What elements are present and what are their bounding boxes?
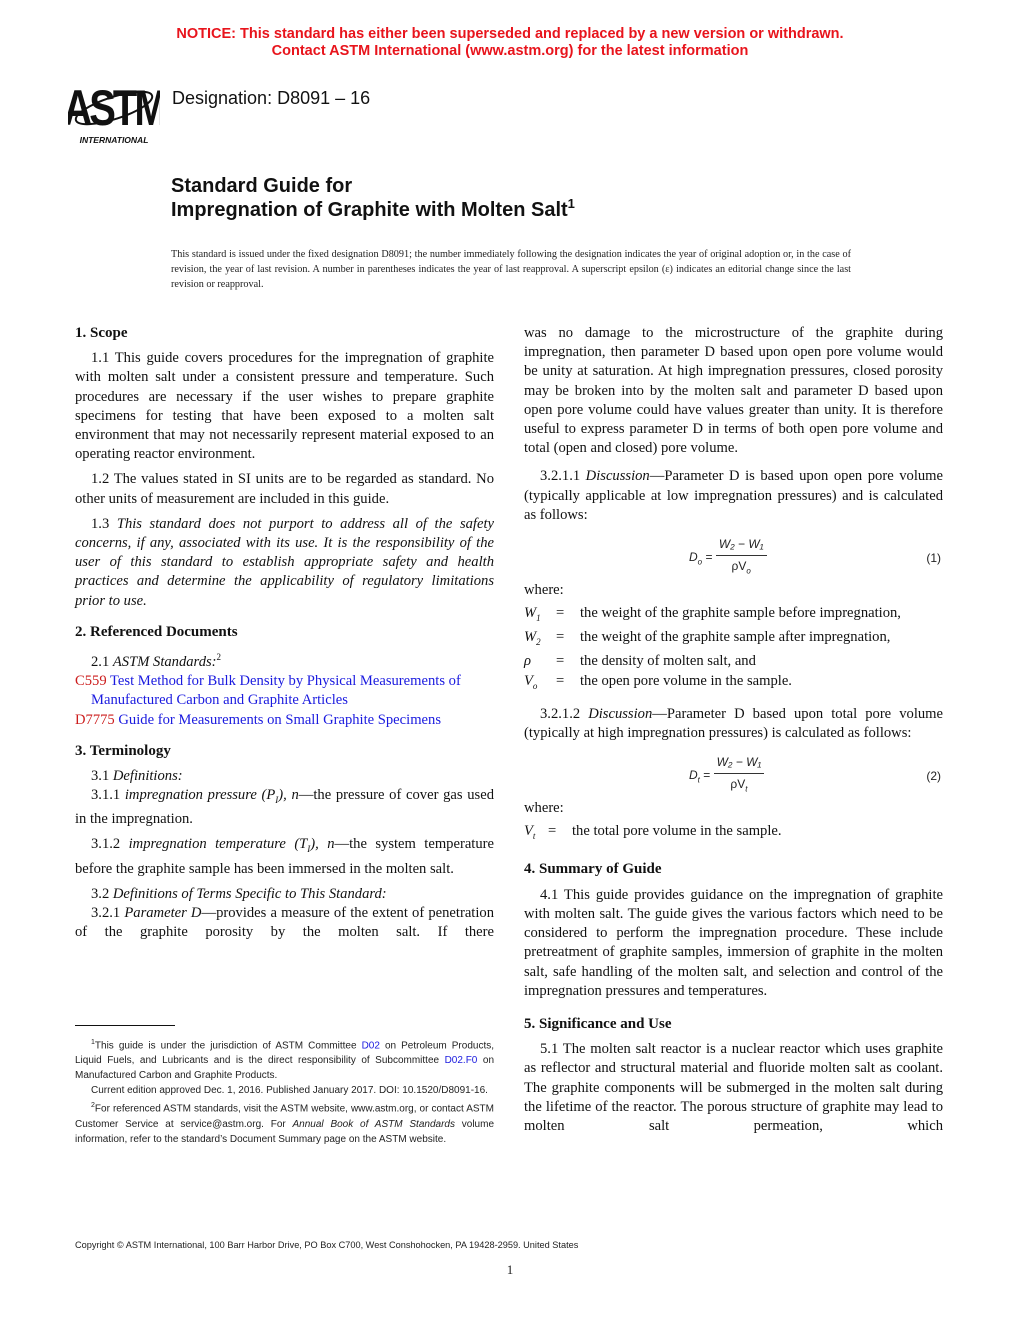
- paragraph-3-1-2: 3.1.2 impregnation temperature $(T_I)$, n—the system temperature before the graphite sample has been immersed in the molten salt.: [75, 836, 494, 877]
- issuance-note: This standard is issued under the fixed designation D8091; the number immediately following the designation indicates the year of original adoption or, in the case of revision, the year of last revision. A number in parentheses indicates the year of last reapproval. A superscript epsilon (ε) indicates an editorial change since the last revision or reapproval.: [171, 249, 851, 290]
- withdrawal-notice: [0, 26, 1020, 60]
- paragraph-1-1: 1.1 This guide covers procedures for the impregnation of graphite with molten salt under a consistent pressure and temperature. Such procedures are necessary if the user wishes to prepare graphite specimens for testing that have been exposed to a molten salt environment that may not necessarily represent material exposed to an operating reactor environment.: [75, 350, 494, 463]
- paragraph-3-1: 3.1 Definitions:: [91, 767, 183, 784]
- title-line-1: Standard Guide for: [171, 175, 353, 197]
- right-column: [524, 324, 943, 1136]
- subcommittee-link-d02-f0[interactable]: D02.F0: [444, 1055, 478, 1067]
- where-label: where:: [524, 582, 564, 599]
- paragraph-1-2: 1.2 The values stated in SI units are to be regarded as standard. No other units of measurement are included in this guide.: [75, 471, 494, 507]
- variable-row: $V_t$ = the total pore volume in the sample.: [524, 823, 782, 842]
- equation-number: (2): [926, 769, 941, 784]
- section-heading-scope: 1. Scope: [75, 325, 128, 341]
- svg-text:ASTM: ASTM: [68, 80, 160, 137]
- notice-line-1: NOTICE: This standard has either been superseded and replaced by a new version or withdrawn.: [176, 26, 844, 42]
- paragraph-1-3: 1.3 This standard does not purport to address all of the safety concerns, if any, associated with its use. It is the responsibility of the user of this standard to establish appropriate safety and health practices and determine the applicability of regulatory limitations prior to use.: [75, 515, 494, 609]
- section-heading-significance: 5. Significance and Use: [524, 1015, 672, 1032]
- variable-row: $V_o$ = the open pore volume in the sample.: [524, 672, 792, 691]
- variable-definitions-1: [524, 604, 901, 696]
- where-label: where:: [524, 800, 564, 817]
- paragraph-4-1: 4.1 This guide provides guidance on the impregnation of graphite with molten salt. The guide gives the various factors which need to be considered to perform the impregnation procedure. These include pretreatment of graphite samples, immersion of graphite in the molten salt, safe handling of the molten salt, and selection and control of the impregnation pressures and temperatures.: [524, 886, 943, 999]
- section-heading-referenced: 2. Referenced Documents: [75, 623, 238, 640]
- title-main: Impregnation of Graphite with Molten Salt: [171, 199, 568, 221]
- footnote-edition: Current edition approved Dec. 1, 2016. Published January 2017. DOI: 10.1520/D8091-16.: [91, 1085, 488, 1097]
- paragraph-3-2-1-1: 3.2.1.1 Discussion—Parameter D is based upon open pore volume (typically applicable at low impregnation pressures) and is calculated as follows:: [524, 468, 944, 523]
- title-footnote-marker[interactable]: 1: [567, 196, 575, 211]
- astm-logo-icon: [68, 80, 160, 146]
- copyright-notice: Copyright © ASTM International, 100 Barr Harbor Drive, PO Box C700, West Conshohocken, PA 19428-2959. United States: [75, 1240, 579, 1250]
- notice-line-2: Contact ASTM International (www.astm.org) for the latest information: [271, 43, 749, 59]
- section-heading-summary: 4. Summary of Guide: [524, 861, 662, 878]
- paragraph-3-2-1: 3.2.1 Parameter D—provides a measure of the extent of penetration of the graphite porosity by the molten salt. If there: [75, 904, 495, 941]
- left-column: [75, 324, 494, 942]
- variable-row: ρ = the density of molten salt, and: [524, 653, 756, 670]
- reference-title[interactable]: Test Method for Bulk Density by Physical Measurements of Manufactured Carbon and Graphite Articles: [91, 673, 461, 709]
- paragraph-5-1: 5.1 The molten salt reactor is a nuclear reactor which uses graphite as reflector and structural material and fluoride molten salt as coolant. The graphite components will be submerged in the molten salt during the lifetime of the reactor. The porous structure of graphite may lead to molten salt permeation, which: [524, 1041, 943, 1134]
- footnote-1: $^1$This guide is under the jurisdiction of ASTM Committee D02 on Petroleum Products, Liquid Fuels, and Lubricants and is the direct responsibility of Subcommittee D02.F0 on Manufactured Carbon and Graphite Products.: [75, 1039, 495, 1082]
- committee-link-d02[interactable]: D02: [361, 1040, 380, 1052]
- reference-d7775[interactable]: [75, 711, 494, 730]
- footnote-divider: [75, 1025, 175, 1026]
- footnote-2: $^2$For referenced ASTM standards, visit the ASTM website, www.astm.org, or contact ASTM Customer Service at service@astm.org. For Annual Book of ASTM Standards volume information, refer to the standard’s Document Summary page on the ASTM website.: [75, 1102, 494, 1145]
- reference-title[interactable]: Guide for Measurements on Small Graphite Specimens: [118, 711, 441, 728]
- equation-number: (1): [926, 551, 941, 566]
- page-number: 1: [506, 1262, 514, 1277]
- reference-c559[interactable]: [75, 672, 494, 710]
- paragraph-3-2-1-2: 3.2.1.2 Discussion—Parameter D based upon total pore volume (typically at high impregnation pressures) is calculated as follows:: [524, 705, 944, 741]
- equation-1: $D_o$ = $\frac{\text{W₂ − W₁}}{\rho V_o}$ (1): [689, 537, 941, 576]
- equation-2: $D_t$ = $\frac{\text{W₂ − W₁}}{\rho V_t}$ (2): [689, 755, 941, 794]
- designation: Designation: D8091 – 16: [172, 88, 371, 108]
- variable-row: $W_1$ = the weight of the graphite sample before impregnation,: [524, 605, 901, 624]
- title-line-2: [171, 198, 575, 222]
- variable-row: $W_2$ = the weight of the graphite sample after impregnation,: [524, 629, 891, 648]
- variable-definitions-2: [524, 822, 782, 846]
- footnotes: [75, 1035, 494, 1147]
- paragraph-3-1-1: 3.1.1 impregnation pressure $(P_I)$, n—the pressure of cover gas used in the impregnation.: [75, 787, 494, 828]
- paragraph-3-2-1-continued: was no damage to the microstructure of the graphite during impregnation, then parameter D based upon open pore volume would be unity at saturation. At high impregnation pressures, closed porosity may be broken into by the molten salt and parameter D based upon open pore volume could have values greater than unity. It is therefore useful to express parameter D in terms of both open pore volume and total (open and closed) pore volume.: [524, 325, 943, 457]
- section-heading-terminology: 3. Terminology: [75, 742, 171, 759]
- reference-code[interactable]: C559: [75, 673, 107, 690]
- reference-code[interactable]: D7775: [75, 711, 115, 728]
- paragraph-3-2: 3.2 Definitions of Terms Specific to This Standard:: [91, 885, 387, 902]
- astm-logo: [68, 80, 160, 146]
- paragraph-2-1: 2.1 ASTM Standards:$^2$: [91, 652, 222, 670]
- svg-text:INTERNATIONAL: INTERNATIONAL: [79, 135, 149, 145]
